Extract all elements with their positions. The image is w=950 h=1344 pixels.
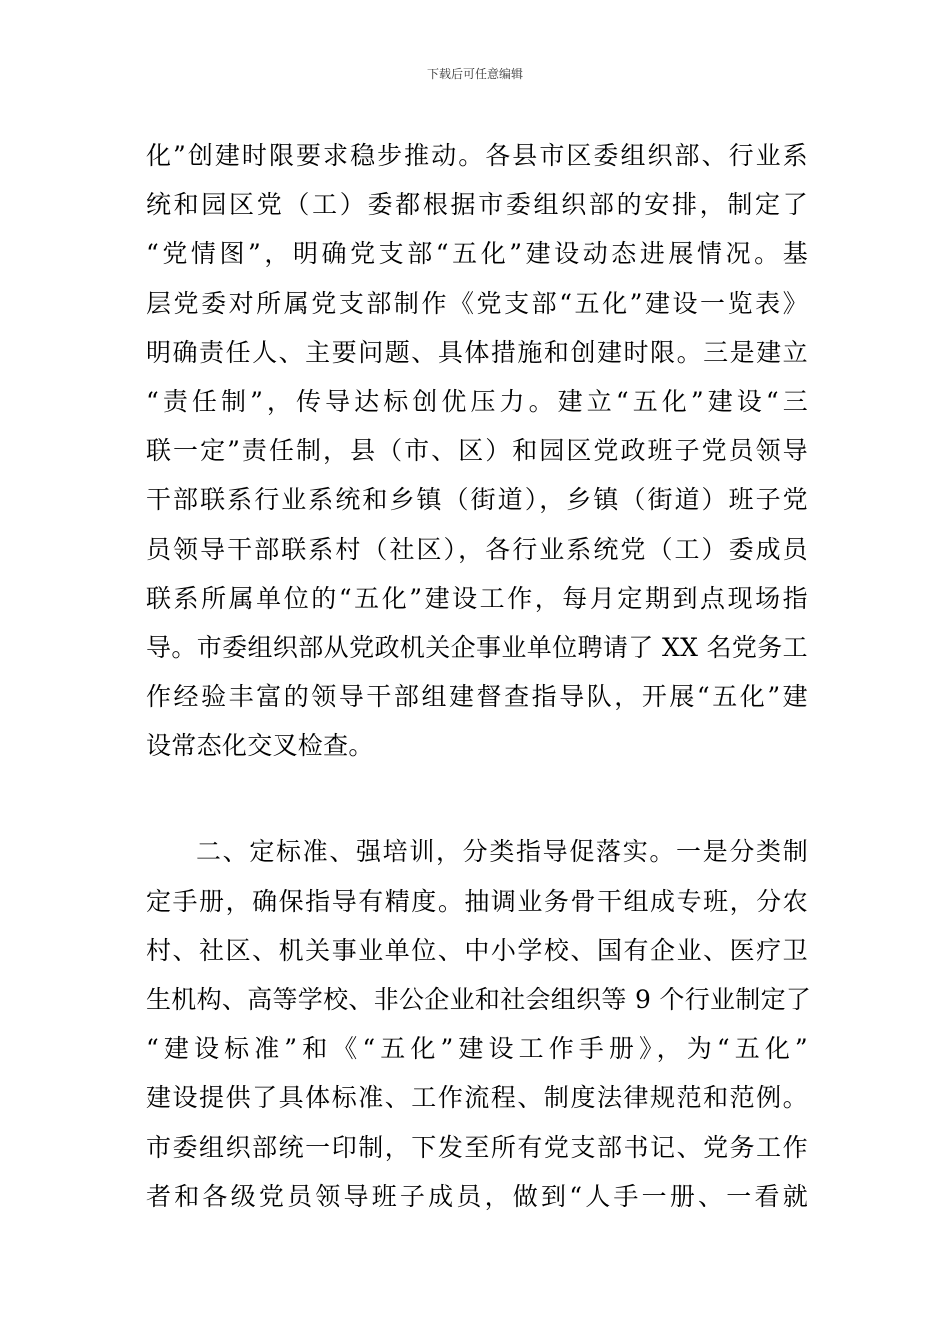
text-line: 作经验丰富的领导干部组建督查指导队，开展“五化”建 [146, 682, 808, 712]
text-line: 村、社区、机关事业单位、中小学校、国有企业、医疗卫 [146, 935, 808, 965]
text-line: 统和园区党（工）委都根据市委组织部的安排，制定了 [146, 190, 808, 220]
text-line: 干部联系行业系统和乡镇（街道），乡镇（街道）班子党 [146, 485, 808, 515]
text-line: 联系所属单位的“五化”建设工作，每月定期到点现场指 [146, 583, 808, 613]
text-line: 建设提供了具体标准、工作流程、制度法律规范和范例。 [146, 1083, 808, 1113]
text-line: 市委组织部统一印制，下发至所有党支部书记、党务工作 [146, 1132, 808, 1162]
text-line: 者和各级党员领导班子成员，做到“人手一册、一看就 [146, 1181, 808, 1211]
text-line: 明确责任人、主要问题、具体措施和创建时限。三是建立 [146, 337, 808, 367]
text-line: 化”创建时限要求稳步推动。各县市区委组织部、行业系 [146, 141, 808, 170]
text-line: 二、定标准、强培训，分类指导促落实。一是分类制 [196, 837, 808, 867]
paragraph-2 [146, 827, 812, 1221]
text-line: “建设标准”和《“五化”建设工作手册》，为“五化” [146, 1034, 808, 1064]
text-line: 联一定”责任制，县（市、区）和园区党政班子党员领导 [146, 436, 808, 466]
text-line: 设常态化交叉检查。 [146, 731, 374, 761]
page-header: 下载后可任意编辑 [426, 67, 523, 81]
text-line: 层党委对所属党支部制作《党支部“五化”建设一览表》 [146, 288, 808, 318]
text-line: 导。市委组织部从党政机关企事业单位聘请了 XX 名党务工 [146, 632, 808, 662]
paragraph-1 [146, 131, 808, 770]
document-body [146, 131, 812, 1221]
text-line: 生机构、高等学校、非公企业和社会组织等 9 个行业制定了 [146, 985, 812, 1014]
paragraph-spacer [146, 770, 808, 827]
text-line: “党情图”，明确党支部“五化”建设动态进展情况。基 [146, 239, 808, 269]
text-line: “责任制”，传导达标创优压力。建立“五化”建设“三 [146, 386, 808, 416]
text-line: 员领导干部联系村（社区），各行业系统党（工）委成员 [146, 534, 808, 564]
text-line: 定手册，确保指导有精度。抽调业务骨干组成专班，分农 [146, 886, 808, 916]
